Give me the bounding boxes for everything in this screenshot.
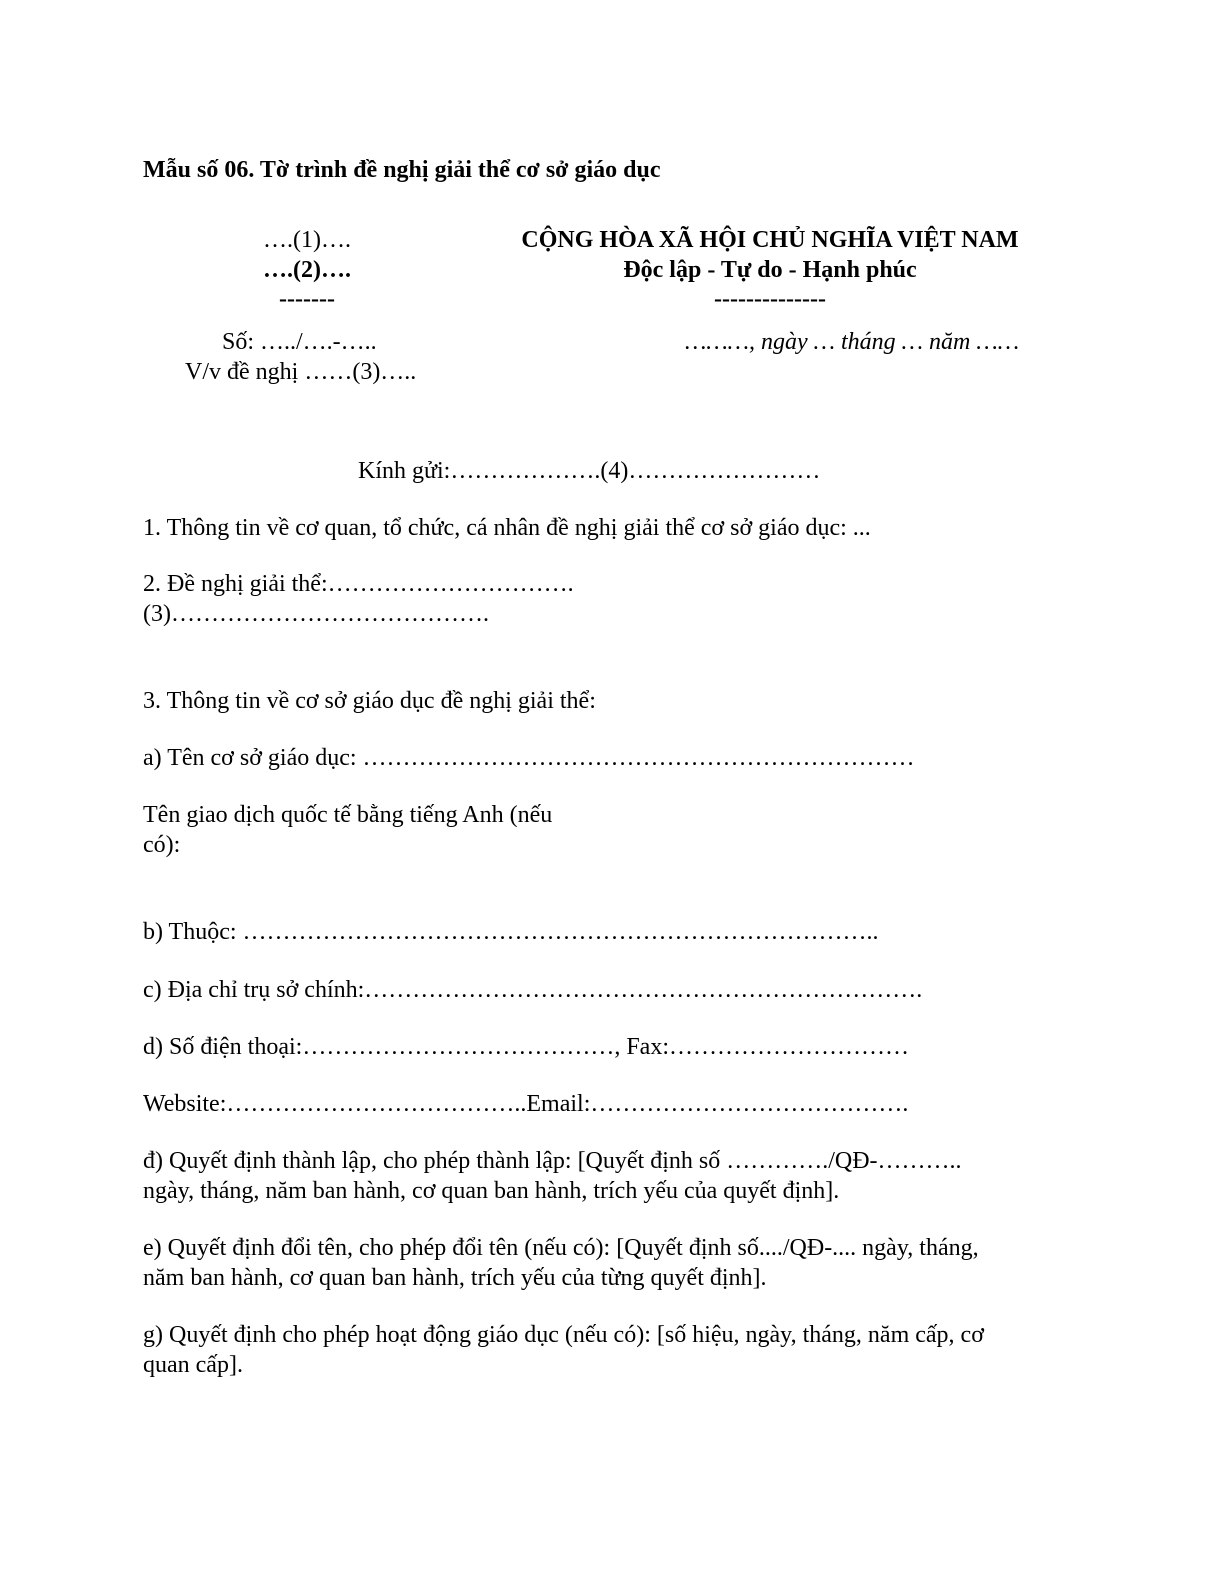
section-3-g-line-2: quan cấp]. [143, 1352, 243, 1378]
section-1: 1. Thông tin về cơ quan, tổ chức, cá nhân đề nghị giải thể cơ sở giáo dục: ... [143, 515, 871, 541]
date-line: ………, ngày … tháng … năm …… [685, 329, 1020, 355]
section-3-dd-line-2: ngày, tháng, năm ban hành, cơ quan ban hành, trích yếu của quyết định]. [143, 1178, 840, 1204]
section-3-d: d) Số điện thoại:…………………………………, Fax:………………………… [143, 1034, 909, 1060]
motto-divider: -------------- [714, 286, 826, 312]
section-3-e-line-1: e) Quyết định đổi tên, cho phép đổi tên (nếu có): [Quyết định số..../QĐ-.... ngày, tháng, [143, 1235, 979, 1261]
addressee-line: Kính gửi:……………….(4)…………………… [358, 458, 821, 484]
website-email-line: Website:………………………………..Email:…………………………………. [143, 1091, 909, 1117]
document-number: Số: …../….-….. [222, 329, 377, 355]
section-2-line-1: 2. Đề nghị giải thể:…………………………. [143, 571, 574, 597]
section-3-heading: 3. Thông tin về cơ sở giáo dục đề nghị giải thể: [143, 688, 596, 714]
country-name: CỘNG HÒA XÃ HỘI CHỦ NGHĨA VIỆT NAM [521, 227, 1019, 253]
section-3-c: c) Địa chỉ trụ sở chính:……………………………………………………………. [143, 977, 923, 1003]
agency-divider: ------- [279, 286, 335, 312]
section-3-g-line-1: g) Quyết định cho phép hoạt động giáo dục (nếu có): [số hiệu, ngày, tháng, năm cấp, cơ [143, 1322, 984, 1348]
national-motto: Độc lập - Tự do - Hạnh phúc [623, 257, 917, 283]
agency-line-2: ….(2)…. [263, 257, 351, 283]
section-3-dd-line-1: đ) Quyết định thành lập, cho phép thành lập: [Quyết định số …………./QĐ-……….. [143, 1148, 962, 1174]
section-3-e-line-2: năm ban hành, cơ quan ban hành, trích yếu của từng quyết định]. [143, 1265, 767, 1291]
form-title: Mẫu số 06. Tờ trình đề nghị giải thể cơ sở giáo dục [143, 157, 661, 183]
agency-line-1: ….(1)…. [263, 227, 351, 253]
section-3-b: b) Thuộc: …………………………………………………………………….. [143, 919, 879, 945]
intl-name-line-2: có): [143, 832, 181, 858]
section-2-line-2: (3)…………………………………. [143, 601, 489, 627]
subject-line: V/v đề nghị ……(3)….. [185, 359, 417, 385]
intl-name-line-1: Tên giao dịch quốc tế bằng tiếng Anh (nếu [143, 802, 553, 828]
section-3-a: a) Tên cơ sở giáo dục: …………………………………………………………… [143, 745, 915, 771]
